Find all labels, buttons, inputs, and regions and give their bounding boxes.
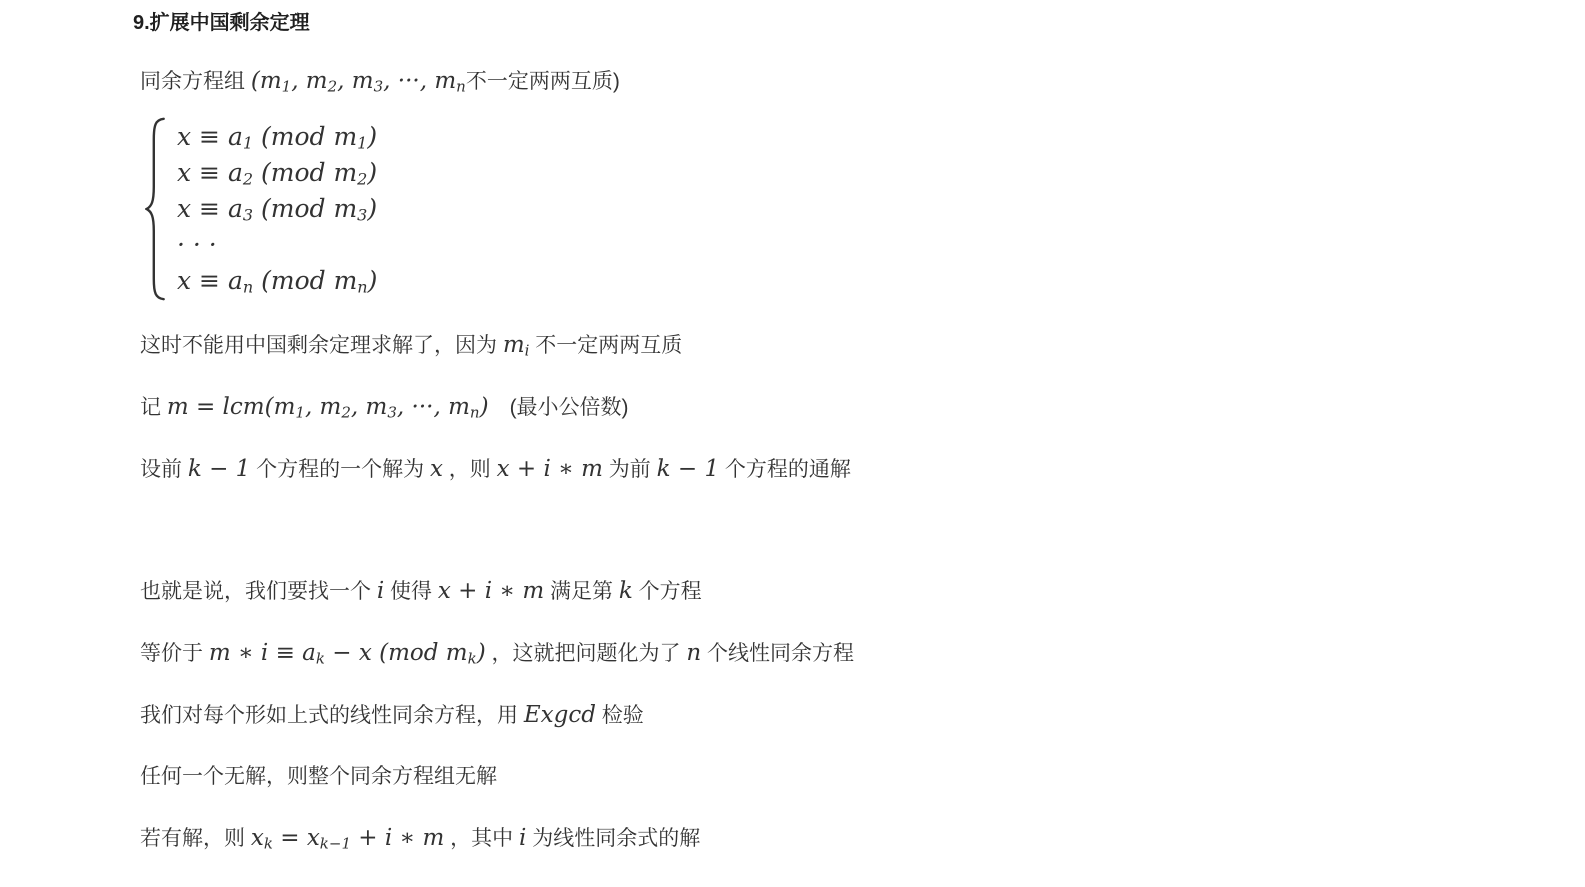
math-subscript: 2: [327, 77, 338, 96]
no-solution-case: [140, 760, 1545, 794]
math-run: ): [479, 394, 489, 420]
equation-line: [177, 227, 377, 263]
math-run: · · ·: [177, 230, 217, 259]
congruence-system: [145, 117, 1545, 301]
text-run: 同余方程组: [140, 70, 251, 93]
math-run: (mod m: [253, 122, 358, 151]
equation-lines: [177, 117, 377, 301]
math-subscript: 3: [242, 205, 254, 225]
document-content: [133, 64, 1545, 856]
text-run: ，其中: [444, 827, 519, 850]
math-run: , ···, m: [396, 394, 470, 420]
text-run: 不一定两两互质: [529, 334, 683, 357]
text-run: 也就是说，我们要找一个: [140, 580, 377, 603]
math-subscript: k: [263, 834, 273, 853]
math-subscript: n: [357, 277, 368, 297]
math-run: ): [476, 640, 486, 666]
text-run: 为前: [602, 458, 657, 481]
math-subscript: 1: [281, 77, 292, 96]
text-run: 任何一个无解，则整个同余方程组无解: [140, 765, 497, 788]
math-run: n: [686, 640, 702, 666]
text-run: 个线性同余方程: [701, 642, 855, 665]
math-run: , ···, m: [383, 68, 457, 94]
math-run: , m: [337, 68, 374, 94]
math-subscript: 1: [242, 133, 254, 153]
lcm-definition: [140, 390, 1545, 425]
math-run: (mod m: [253, 266, 358, 295]
math-run: = x: [272, 825, 320, 851]
math-run: k − 1: [656, 456, 720, 482]
math-run: x + i ∗ m: [437, 578, 545, 604]
math-subscript: k: [315, 649, 325, 668]
math-run: m ∗ i ≡ a: [208, 640, 316, 666]
math-subscript: 2: [357, 169, 368, 189]
text-run: 我们对每个形如上式的线性同余方程，用: [140, 704, 524, 727]
math-run: x: [250, 825, 264, 851]
math-run: (m: [250, 68, 282, 94]
math-subscript: n: [242, 277, 254, 297]
left-brace-icon: [145, 117, 167, 301]
math-run: k: [618, 578, 633, 604]
text-run: 记: [140, 396, 167, 419]
math-subscript: n: [456, 77, 466, 96]
find-i: [140, 574, 1545, 609]
math-run: Exgcd: [523, 702, 596, 728]
general-solution: [140, 452, 1545, 487]
math-subscript: 3: [387, 403, 397, 422]
text-run: 个方程的一个解为: [250, 458, 430, 481]
math-subscript: 2: [341, 403, 351, 422]
math-subscript: 3: [373, 77, 384, 96]
equivalent-congruence: [140, 636, 1545, 671]
text-run: 满足第: [544, 580, 619, 603]
text-run: (最小公倍数): [488, 396, 629, 419]
math-run: ): [367, 266, 378, 295]
remark-not-coprime: [140, 328, 1545, 363]
math-run: x + i ∗ m: [496, 456, 603, 482]
intro-line: [140, 64, 1545, 99]
math-run: x ≡ a: [177, 122, 243, 151]
has-solution-case: [140, 821, 1545, 856]
math-run: , m: [350, 394, 388, 420]
math-run: , m: [291, 68, 328, 94]
text-run: 这时不能用中国剩余定理求解了，因为: [140, 334, 503, 357]
equation-line: [177, 191, 377, 227]
math-run: m: [502, 332, 525, 358]
text-run: 不一定两两互质): [465, 70, 620, 93]
text-run: 为线性同余式的解: [526, 827, 701, 850]
math-run: m = lcm(m: [166, 394, 296, 420]
text-run: ，则: [442, 458, 497, 481]
math-run: ): [367, 194, 378, 223]
math-subscript: k: [467, 649, 477, 668]
math-run: (mod m: [253, 158, 358, 187]
text-run: 个方程的通解: [719, 458, 851, 481]
math-run: ): [367, 122, 378, 151]
math-subscript: 1: [357, 133, 368, 153]
text-run: 检验: [595, 704, 644, 727]
math-subscript: 3: [357, 205, 368, 225]
math-run: k − 1: [187, 456, 251, 482]
math-subscript: 1: [295, 403, 305, 422]
exgcd-check: [140, 698, 1545, 733]
equation-line: [177, 119, 377, 155]
text-run: 若有解，则: [140, 827, 251, 850]
math-subscript: k−1: [319, 834, 351, 853]
math-run: − x (mod m: [324, 640, 468, 666]
math-subscript: 2: [242, 169, 254, 189]
math-subscript: i: [524, 341, 530, 360]
text-run: 等价于: [140, 642, 209, 665]
math-run: (mod m: [253, 194, 358, 223]
text-run: 个方程: [632, 580, 702, 603]
math-subscript: n: [469, 403, 480, 422]
math-run: x ≡ a: [177, 266, 243, 295]
text-run: ，这就把问题化为了: [485, 642, 687, 665]
text-run: 设前: [140, 458, 188, 481]
math-run: i: [376, 578, 385, 604]
text-run: 使得: [384, 580, 438, 603]
equation-line: [177, 155, 377, 191]
section-heading: 9.扩展中国剩余定理: [133, 12, 310, 34]
math-run: x: [429, 456, 443, 482]
math-run: x ≡ a: [177, 158, 243, 187]
blank-line: [133, 487, 1545, 547]
math-run: x ≡ a: [177, 194, 243, 223]
math-run: ): [367, 158, 378, 187]
math-run: + i ∗ m: [351, 825, 445, 851]
math-run: , m: [304, 394, 342, 420]
math-run: i: [519, 825, 527, 851]
equation-line: [177, 263, 377, 299]
